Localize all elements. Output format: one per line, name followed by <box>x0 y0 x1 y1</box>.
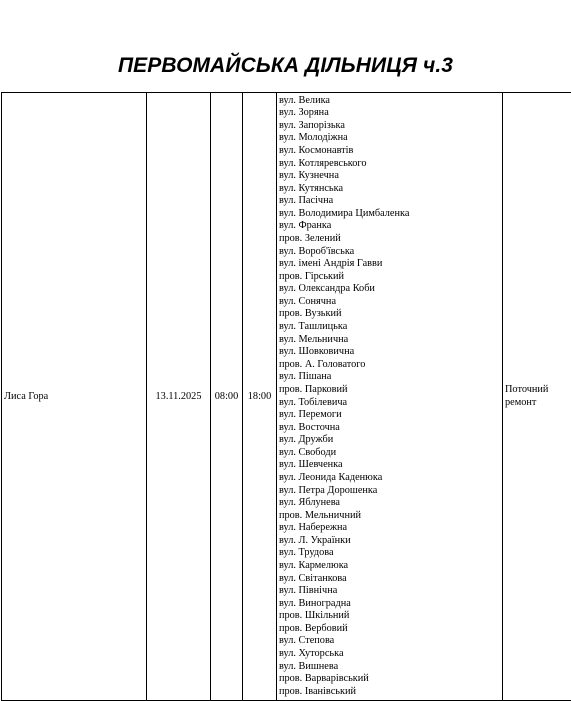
location-cell: Лиса Гора <box>2 93 147 701</box>
street-item: пров. Гірський <box>279 270 345 282</box>
street-item: вул. Космонавтів <box>279 144 354 156</box>
street-item: вул. Степова <box>279 635 335 647</box>
street-item: вул. Вишнева <box>279 660 339 672</box>
street-item: вул. Запорізька <box>279 119 345 131</box>
street-item: пров. Іванівський <box>279 685 357 697</box>
street-list <box>279 95 500 699</box>
street-item: пров. Вузький <box>279 308 342 320</box>
street-item: вул. Зоряна <box>279 107 329 119</box>
street-item: вул. Л. Українки <box>279 534 351 546</box>
street-item: пров. Парковий <box>279 383 348 395</box>
street-item: вул. Трудова <box>279 547 334 559</box>
street-item: вул. Франка <box>279 220 332 232</box>
street-item: вул. Кутянська <box>279 182 344 194</box>
streets-cell <box>277 93 503 701</box>
street-item: вул. Олександра Коби <box>279 283 375 295</box>
street-item: вул. Кармелюка <box>279 560 349 572</box>
street-item: пров. Мельничний <box>279 509 361 521</box>
street-item: вул. Шовковична <box>279 346 355 358</box>
page-title: ПЕРВОМАЙСЬКА ДІЛЬНИЦЯ ч.3 <box>117 54 454 77</box>
street-item: вул. Леонида Каденюка <box>279 471 383 483</box>
street-item: вул. Котляревського <box>279 157 367 169</box>
reason-cell: Поточний ремонт <box>503 93 571 701</box>
street-item: вул. Велика <box>279 94 330 106</box>
street-item: вул. Набережна <box>279 522 348 534</box>
street-item: вул. Сонячна <box>279 295 337 307</box>
street-item: вул. Перемоги <box>279 409 342 421</box>
street-item: пров. Шкільний <box>279 610 350 622</box>
street-item: пров. Вербовий <box>279 622 348 634</box>
street-item: пров. Зелений <box>279 232 341 244</box>
street-item: вул. Дружби <box>279 434 334 446</box>
table-row <box>2 93 571 701</box>
street-item: вул. Ташлицька <box>279 321 348 333</box>
street-item: вул. Яблунева <box>279 497 341 509</box>
street-item: пров. Варварівський <box>279 673 369 685</box>
street-item: вул. Володимира Цимбаленка <box>279 207 410 219</box>
street-item: вул. Тобілевича <box>279 396 348 408</box>
street-item: вул. Виноградна <box>279 597 351 609</box>
street-item: вул. Пішана <box>279 371 332 383</box>
street-item: вул. Восточна <box>279 421 340 433</box>
street-item: вул. Молодіжна <box>279 132 348 144</box>
street-item: вул. Шевченка <box>279 459 343 471</box>
street-item: вул. Мельнична <box>279 333 349 345</box>
street-item: вул. Північна <box>279 585 338 597</box>
outage-schedule-table <box>1 92 571 701</box>
street-item: вул. Петра Дорошенка <box>279 484 378 496</box>
street-item: вул. Хуторська <box>279 648 344 660</box>
end-time-cell: 18:00 <box>243 93 277 701</box>
street-item: вул. імені Андрія Гавви <box>279 258 383 270</box>
street-item: вул. Свободи <box>279 446 337 458</box>
street-item: вул. Вороб'ївська <box>279 245 355 257</box>
date-cell: 13.11.2025 <box>147 93 211 701</box>
start-time-cell: 08:00 <box>211 93 243 701</box>
street-item: пров. А. Головатого <box>279 358 366 370</box>
street-item: вул. Пасічна <box>279 195 334 207</box>
street-item: вул. Світанкова <box>279 572 347 584</box>
street-item: вул. Кузнечна <box>279 170 339 182</box>
